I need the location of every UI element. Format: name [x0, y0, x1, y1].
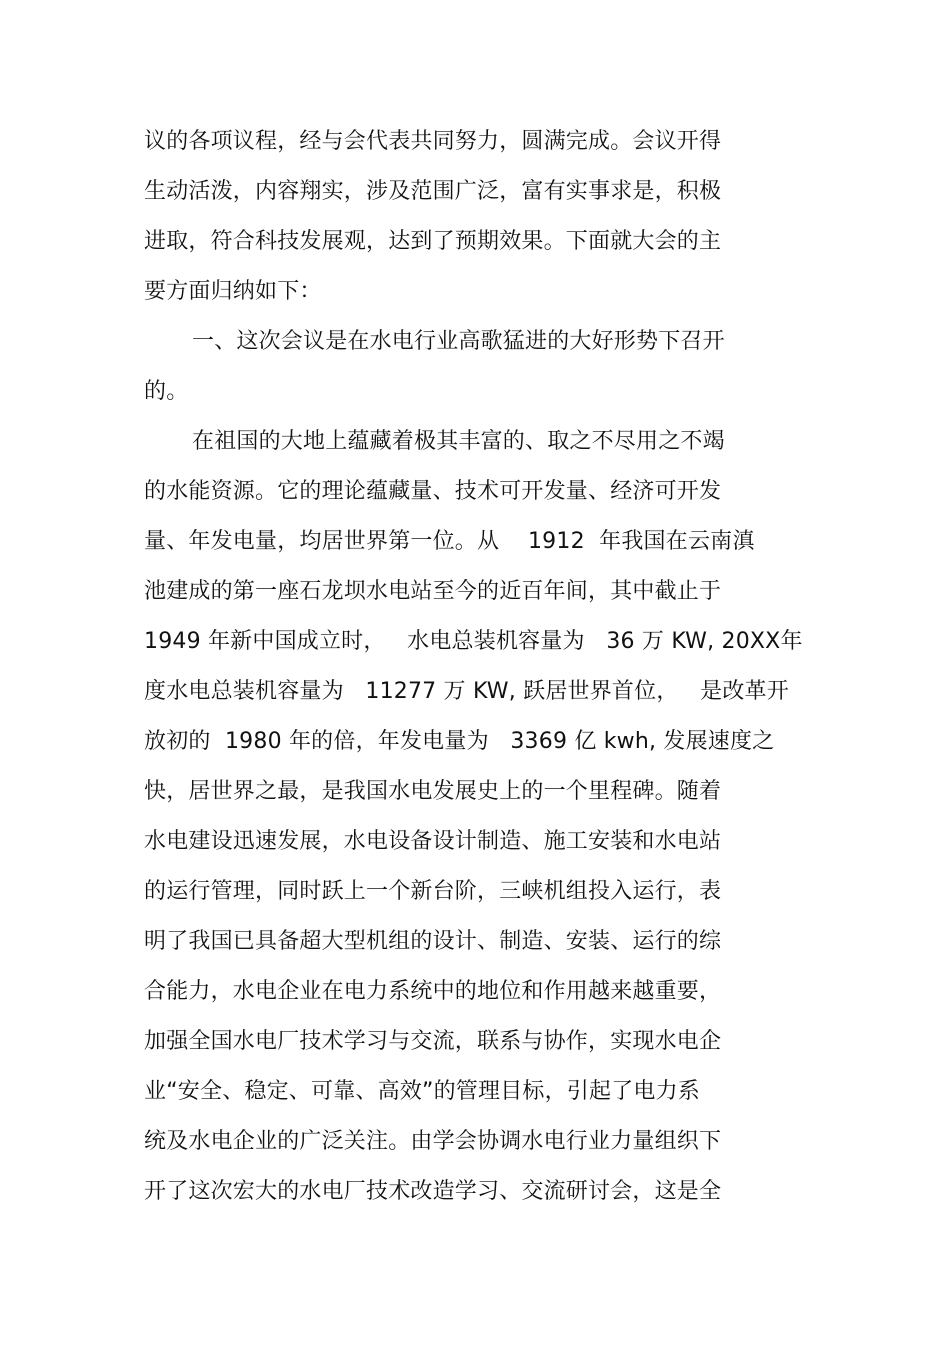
- text-line: 要方面归纳如下：: [144, 279, 322, 304]
- text-line: 议的各项议程，经与会代表共同努力，圆满完成。会议开得: [144, 129, 722, 154]
- text-line: 的运行管理，同时跃上一个新台阶，三峡机组投入运行，表: [144, 879, 722, 904]
- text-line: 水电建设迅速发展，水电设备设计制造、施工安装和水电站: [144, 829, 722, 854]
- text-line: 放初的 1980 年的倍，年发电量为 3369 亿 kwh, 发展速度之: [144, 729, 775, 754]
- text-line: 明了我国已具备超大型机组的设计、制造、安装、运行的综: [144, 929, 722, 954]
- text-line: 快，居世界之最，是我国水电发展史上的一个里程碑。随着: [144, 779, 722, 804]
- text-line: 开了这次宏大的水电厂技术改造学习、交流研讨会，这是全: [144, 1179, 722, 1204]
- section-heading: 一、这次会议是在水电行业高歌猛进的大好形势下召开: [192, 329, 725, 354]
- text-line: 量、年发电量，均居世界第一位。从 1912 年我国在云南滇: [144, 529, 755, 554]
- text-line: 1949 年新中国成立时， 水电总装机容量为 36 万 KW, 20XX年: [144, 629, 803, 654]
- text-line: 加强全国水电厂技术学习与交流，联系与协作，实现水电企: [144, 1029, 722, 1054]
- text-line: 的水能资源。它的理论蕴藏量、技术可开发量、经济可开发: [144, 479, 722, 504]
- text-line: 进取，符合科技发展观，达到了预期效果。下面就大会的主: [144, 229, 722, 254]
- paragraph-start: 在祖国的大地上蕴藏着极其丰富的、取之不尽用之不竭: [192, 429, 725, 454]
- text-line: 统及水电企业的广泛关注。由学会协调水电行业力量组织下: [144, 1129, 722, 1154]
- text-line: 业“安全、稳定、可靠、高效”的管理目标，引起了电力系: [144, 1079, 700, 1104]
- text-line: 度水电总装机容量为 11277 万 KW, 跃居世界首位， 是改革开: [144, 679, 789, 704]
- text-line: 池建成的第一座石龙坝水电站至今的近百年间，其中截止于: [144, 579, 722, 604]
- text-line: 合能力，水电企业在电力系统中的地位和作用越来越重要，: [144, 979, 722, 1004]
- text-line: 生动活泼，内容翔实，涉及范围广泛，富有实事求是，积极: [144, 179, 722, 204]
- text-line: 的。: [144, 379, 189, 404]
